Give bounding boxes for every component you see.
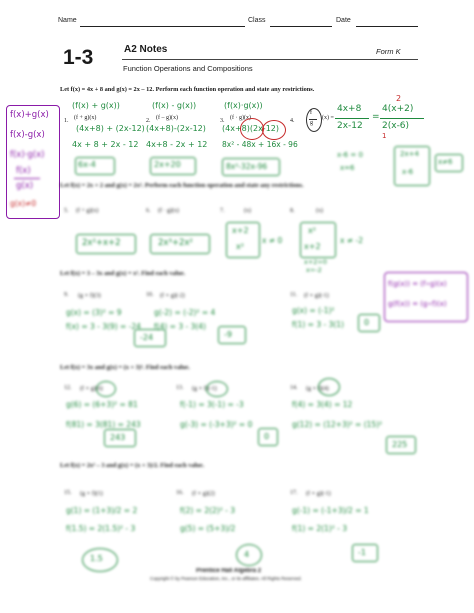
p1-answer-box — [75, 157, 115, 175]
problem-15-number: 15. — [64, 490, 72, 496]
name-line — [80, 26, 245, 27]
problem-2-expr: (f – g)(x) — [156, 115, 178, 121]
p2-work-mid: (4x+8)-(2x-12) — [146, 124, 206, 133]
problem-14-number: 14. — [290, 385, 298, 391]
footer-copyright: Copyright © by Pearson Education, Inc., or its affiliates. All Rights Reserved. — [150, 576, 302, 581]
date-line — [356, 26, 418, 27]
p7-restriction: x ≠ 0 — [262, 236, 283, 245]
p2-answer-box — [150, 157, 196, 175]
page-subtitle: Function Operations and Compositions — [123, 64, 253, 73]
p6-answer: 2x³+2x² — [158, 238, 193, 248]
problem-2-number: 2. — [146, 118, 151, 124]
class-line — [270, 26, 332, 27]
footer-book-title: Prentice Hall Algebra 2 — [196, 568, 262, 574]
p14-answer: 225 — [392, 440, 408, 449]
title-rule — [122, 59, 418, 60]
p17-answer-box — [352, 544, 378, 562]
problem-3-number: 3. — [220, 118, 225, 124]
margin-note-diff: f(x)-g(x) — [10, 130, 45, 140]
problem-4-expr: (x) = — [322, 115, 334, 121]
p13-work-1: f(-1) = 3(-1) = -3 — [180, 400, 244, 409]
p8-side-2: x=-2 — [306, 266, 322, 274]
problem-9-number: 9. — [64, 292, 69, 298]
composition-note-2: g(f(x)) = (g∘f)(x) — [388, 300, 447, 308]
frac-f: f — [310, 110, 312, 116]
p4-side-1: x-6 = 0 — [337, 151, 363, 159]
problem-16-expr: (f ∘ g)(2) — [192, 491, 215, 497]
p16-work-1: f(2) = 2(2)² - 3 — [180, 506, 235, 515]
p10-work-2: f(4) = 3 - 3(4) — [154, 322, 206, 331]
p17-work-1: g(-1) = (-1+3)/2 = 1 — [292, 506, 369, 515]
p4-numerator: 4x+8 — [337, 104, 362, 114]
p4-cancel-2: 2 — [396, 94, 402, 103]
section5-instruction: Let f(x) = 2x² – 3 and g(x) = (x + 3)/2. Find each value. — [60, 462, 205, 469]
p4-answer-den: x-6 — [402, 168, 414, 176]
p10-answer-box — [218, 326, 246, 344]
p11-answer-box — [358, 314, 380, 332]
class-label: Class — [248, 17, 266, 24]
p4-denominator-factored: 2(x-6) — [382, 121, 410, 131]
p4-restriction-box — [435, 154, 463, 172]
frac-g: g — [310, 120, 313, 126]
problem-12-expr: (f ∘ g)(6) — [80, 386, 103, 392]
p11-work-1: g(x) = (-1)² — [292, 306, 335, 315]
p12-answer: 243 — [110, 433, 126, 442]
margin-note-quot-den: g(x) — [16, 181, 34, 191]
p4-bar-2 — [380, 118, 424, 119]
p3-foil-circle-2 — [262, 120, 286, 140]
problem-17-number: 17. — [290, 490, 298, 496]
p1-work-top: (f(x) + g(x)) — [72, 101, 120, 110]
p7-answer-den: x² — [236, 242, 244, 251]
p16-answer: 4 — [244, 550, 250, 559]
p12-answer-box — [104, 429, 136, 447]
p11-work-2: f(1) = 3 - 3(1) — [292, 320, 344, 329]
problem-4-number: 4. — [290, 118, 295, 124]
p13-answer: 0 — [264, 432, 270, 441]
problem-12-number: 12. — [64, 385, 72, 391]
problem-11-number: 11. — [290, 292, 298, 298]
problem-10-expr: (f ∘ g)(-2) — [160, 293, 185, 299]
section2-instruction: Let f(x) = 2x + 2 and g(x) = 2x². Perform each function operation and state any restrictions. — [60, 182, 304, 189]
p17-answer: -1 — [358, 548, 366, 557]
fraction-paren — [306, 108, 322, 132]
p7-answer-box — [226, 222, 260, 258]
section1-instruction: Let f(x) = 4x + 8 and g(x) = 2x – 12. Perform each function operation and state any restrictions. — [60, 86, 315, 93]
p13-answer-box — [258, 428, 278, 446]
section4-instruction: Let f(x) = 3x and g(x) = (x + 3)². Find each value. — [60, 364, 190, 371]
p6-answer-box — [150, 234, 210, 254]
p4-denominator: 2x-12 — [337, 121, 363, 131]
problem-1-expr: (f + g)(x) — [74, 115, 97, 121]
problem-1-number: 1. — [64, 118, 69, 124]
p8-restriction: x ≠ -2 — [340, 236, 363, 245]
p1-work-mid: (4x+8) + (2x-12) — [76, 124, 145, 133]
p16-work-2: g(5) = (5+3)/2 — [180, 524, 236, 533]
problem-3-expr: (f · g)(x) — [230, 115, 251, 121]
name-label: Name — [58, 17, 77, 24]
problem-8-number: 8. — [290, 208, 295, 214]
problem-13-number: 13. — [176, 385, 184, 391]
p15-answer: 1.5 — [90, 554, 103, 563]
p4-bar — [335, 118, 369, 119]
problem-16-number: 16. — [176, 490, 184, 496]
form-label: Form K — [376, 47, 401, 56]
p9-work-1: g(x) = (3)² = 9 — [66, 308, 122, 317]
p4-side-2: x=6 — [340, 164, 355, 172]
problem-6-number: 6. — [146, 208, 151, 214]
p1-answer: 6x-4 — [78, 160, 96, 169]
p14-work-2: g(12) = (12+3)² = (15)² — [292, 420, 383, 429]
problem-9-expr: (g ∘ f)(3) — [78, 293, 101, 299]
p15-work-1: g(1) = (1+3)/2 = 2 — [66, 506, 138, 515]
problem-17-expr: (f ∘ g)(-1) — [306, 491, 331, 497]
p4-restriction: x≠6 — [438, 158, 453, 166]
problem-14-expr: (g ∘ f)(4) — [306, 386, 329, 392]
p3-work-mid: (4x+8)(2x-12) — [222, 124, 279, 133]
p4-answer-num: 2x+4 — [400, 150, 419, 158]
p13-input-circle — [206, 381, 228, 397]
composition-note-1: f(g(x)) = (f∘g)(x) — [388, 280, 447, 288]
p8-answer-box — [300, 222, 336, 258]
p7-answer-num: x+2 — [232, 226, 249, 235]
p14-answer-box — [386, 436, 416, 454]
p4-numerator-factored: 4(x+2) — [382, 104, 414, 114]
problem-7-number: 7. — [220, 208, 225, 214]
p3-foil-circle-1 — [240, 118, 264, 140]
p3-answer-box — [222, 158, 280, 176]
p2-answer: 2x+20 — [154, 160, 181, 169]
problem-15-expr: (g ∘ f)(1) — [80, 491, 103, 497]
problem-10-number: 10. — [146, 292, 154, 298]
margin-note-restriction: g(x)≠0 — [10, 199, 37, 208]
p3-answer: 8x²-32x-96 — [226, 162, 268, 171]
p17-work-2: f(1) = 2(1)² - 3 — [292, 524, 347, 533]
problem-5-number: 5. — [64, 208, 69, 214]
lesson-number: 1-3 — [63, 46, 94, 69]
p8-answer-num: x² — [308, 226, 316, 235]
section3-instruction: Let f(x) = 3 – 3x and g(x) = x². Find each value. — [60, 270, 186, 277]
problem-13-expr: (g ∘ f)(-1) — [192, 386, 217, 392]
p11-answer: 0 — [364, 318, 370, 327]
p5-answer-box — [76, 234, 136, 254]
p8-side-1: x+2=0 — [304, 258, 328, 266]
problem-7-expr: (x) — [244, 208, 251, 214]
p8-answer-den: x+2 — [304, 242, 321, 251]
p4-answer-box — [394, 146, 430, 186]
date-label: Date — [336, 17, 351, 24]
problem-6-expr: (f · g)(x) — [158, 208, 179, 214]
page-title: A2 Notes — [124, 44, 168, 55]
margin-note-prod: f(x)·g(x) — [10, 150, 45, 160]
p5-answer: 2x²+x+2 — [82, 238, 121, 248]
p14-input-circle — [318, 378, 340, 396]
p15-work-2: f(1.5) = 2(1.5)² - 3 — [66, 524, 136, 533]
p2-work-top: (f(x) - g(x)) — [152, 101, 197, 110]
p3-work-top: (f(x)·g(x)) — [224, 101, 263, 110]
p10-answer: -9 — [224, 330, 232, 339]
margin-note-quot-bar — [14, 178, 40, 179]
p4-equals: = — [372, 112, 380, 122]
problem-8-expr: (x) — [316, 208, 323, 214]
p16-answer-circle — [236, 544, 262, 566]
p9-work-2: f(x) = 3 - 3(9) = -24 — [66, 322, 141, 331]
margin-note-sum: f(x)+g(x) — [10, 110, 49, 120]
p12-work-2: f(81) = 3(81) = 243 — [66, 420, 141, 429]
p9-answer-box — [134, 329, 166, 347]
margin-note-quot-num: f(x) — [16, 166, 31, 176]
problem-5-expr: (f + g)(x) — [76, 208, 99, 214]
p12-input-circle — [96, 381, 116, 397]
p9-answer: -24 — [140, 333, 154, 342]
p1-work-bot: 4x + 8 + 2x - 12 — [72, 140, 139, 149]
p12-work-1: g(6) = (6+3)² = 81 — [66, 400, 138, 409]
p13-work-2: g(-3) = (-3+3)² = 0 — [180, 420, 253, 429]
p4-cancel-1: 1 — [382, 132, 387, 140]
p2-work-bot: 4x+8 - 2x + 12 — [146, 140, 208, 149]
problem-11-expr: (f ∘ g)(-1) — [304, 293, 329, 299]
p10-work-1: g(-2) = (-2)² = 4 — [154, 308, 216, 317]
p3-work-bot: 8x² - 48x + 16x - 96 — [222, 140, 298, 149]
p15-answer-circle — [82, 548, 118, 572]
p14-work-1: f(4) = 3(4) = 12 — [292, 400, 353, 409]
